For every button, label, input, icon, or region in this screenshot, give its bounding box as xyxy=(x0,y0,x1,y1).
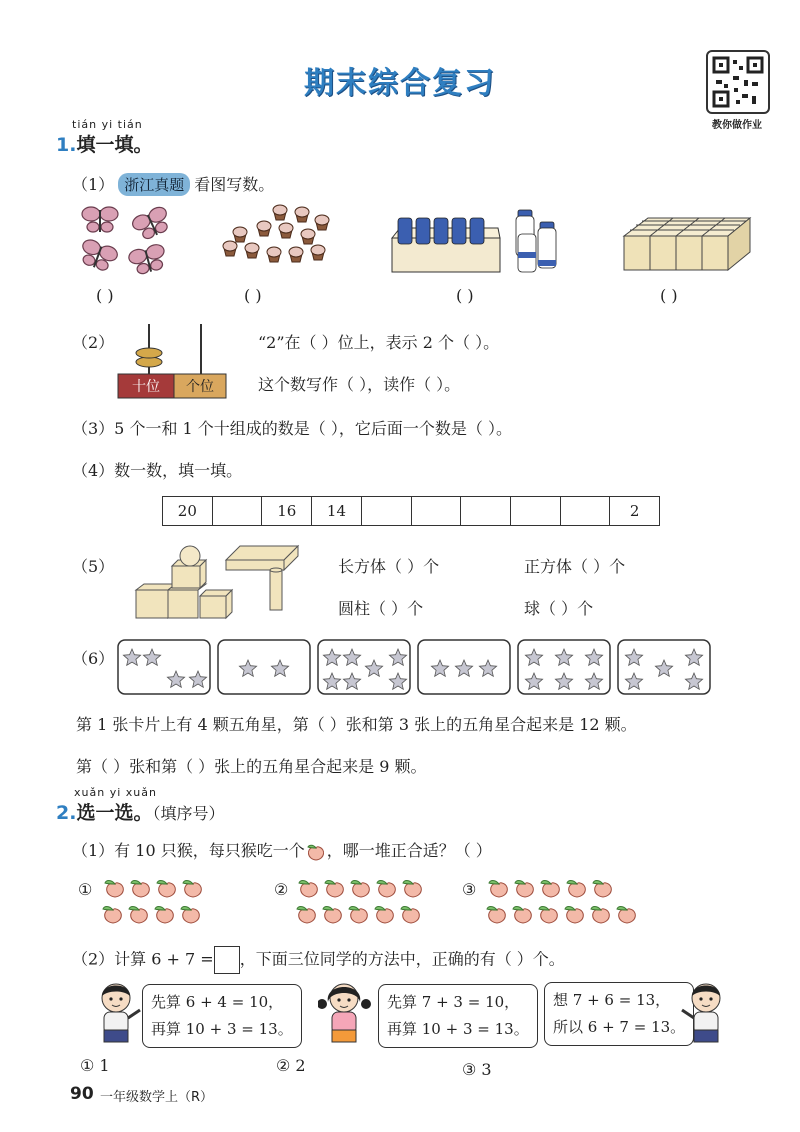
bubble3-line2: 所以 6 + 7 = 13。 xyxy=(553,1018,686,1036)
page-number: 90 xyxy=(70,1084,94,1104)
peach-icon xyxy=(323,907,341,924)
book-title: 一年级数学上（R） xyxy=(100,1090,214,1105)
peach-icon xyxy=(157,881,175,898)
girl-figure xyxy=(318,980,372,1044)
sequence-cell[interactable]: 16 xyxy=(262,497,312,525)
sequence-cell[interactable] xyxy=(362,497,412,525)
peach-icon xyxy=(591,907,609,924)
option-3-mark[interactable]: ③ xyxy=(462,880,477,899)
option-2-mark[interactable]: ② xyxy=(274,880,289,899)
peach-icon xyxy=(129,907,147,924)
q1-6-line1: 第 1 张卡片上有 4 颗五角星，第（ ）张和第 3 张上的五角星合起来是 12 颗。 xyxy=(76,715,637,734)
peach-icon xyxy=(565,907,583,924)
sequence-cell[interactable] xyxy=(461,497,511,525)
abacus-ones-label: 个位 xyxy=(186,379,214,395)
option-1-mark[interactable]: ① xyxy=(78,880,93,899)
solid-shapes-image xyxy=(132,544,314,620)
bubble2-line1: 先算 7 + 3 = 10， xyxy=(387,993,520,1011)
peach-icon xyxy=(617,907,635,924)
q2-2-option-3[interactable]: ③ 3 xyxy=(462,1060,492,1079)
q1-2-line2: 这个数写作（ ），读作（ ）。 xyxy=(258,375,461,394)
q1-5-sphere: 球（ ）个 xyxy=(524,599,594,618)
peach-icon xyxy=(131,881,149,898)
peach-piles xyxy=(0,872,800,932)
star-card xyxy=(118,640,210,694)
q2-2-text xyxy=(72,946,565,974)
q1-5-cube: 正方体（ ）个 xyxy=(524,557,626,576)
peach-icon xyxy=(155,907,173,924)
sequence-cell[interactable] xyxy=(213,497,263,525)
qr-caption: 教你做作业 xyxy=(712,120,762,131)
section2-subtitle: （填序号） xyxy=(152,804,225,823)
milk-bottles-image xyxy=(390,208,572,274)
q1-5-cylinder: 圆柱（ ）个 xyxy=(338,599,424,618)
q1-1-label: （1） xyxy=(72,175,115,194)
peach-icon xyxy=(297,907,315,924)
q1-2-label: （2） xyxy=(72,333,115,352)
boy2-figure xyxy=(676,980,730,1044)
q1-6-label: （6） xyxy=(72,649,115,668)
sequence-cell[interactable]: 14 xyxy=(312,497,362,525)
sequence-cell[interactable] xyxy=(412,497,462,525)
peach-icon xyxy=(183,881,201,898)
bubble1-line2: 再算 10 + 3 = 13。 xyxy=(151,1020,293,1038)
peach-icon xyxy=(325,881,343,898)
q1-5-cuboid: 长方体（ ）个 xyxy=(338,557,440,576)
section1-title: 填一填。 xyxy=(76,134,153,156)
star-card xyxy=(218,640,310,694)
boy-figure xyxy=(94,980,146,1044)
q1-6-line2: 第（ ）张和第（ ）张上的五角星合起来是 9 颗。 xyxy=(76,757,427,776)
section1-heading xyxy=(56,130,152,157)
peach-icon xyxy=(349,907,367,924)
q1-5-label: （5） xyxy=(72,557,115,576)
qr-code-icon xyxy=(708,52,768,112)
peach-icon xyxy=(181,907,199,924)
answer-blank-butterflies[interactable]: ( ) xyxy=(96,286,114,305)
answer-blank-cupcakes[interactable]: ( ) xyxy=(244,286,262,305)
q2-1-text-b: ，哪一堆正合适？（ ） xyxy=(326,841,492,860)
zhejiang-tag: 浙江真题 xyxy=(118,173,190,196)
section2-pinyin: xuǎn yi xuǎn xyxy=(74,786,157,799)
cube-block-image xyxy=(620,214,754,272)
sequence-cell[interactable] xyxy=(561,497,611,525)
qr-code[interactable] xyxy=(706,50,770,114)
abacus-tens-label: 十位 xyxy=(132,379,160,395)
peach-icon xyxy=(513,907,531,924)
section2-title: 选一选。 xyxy=(76,802,153,824)
peach-icon xyxy=(539,907,557,924)
q2-1-text-a: （1）有 10 只猴，每只猴吃一个 xyxy=(72,841,305,860)
sequence-cell[interactable]: 2 xyxy=(629,502,640,520)
answer-blank-cubes[interactable]: ( ) xyxy=(660,286,678,305)
bubble3-line1: 想 7 + 6 = 13， xyxy=(553,991,671,1009)
answer-box[interactable] xyxy=(214,946,240,974)
answer-blank-milk[interactable]: ( ) xyxy=(456,286,474,305)
peach-icon xyxy=(377,881,395,898)
q1-2-line1: “2”在（ ）位上，表示 2 个（ ）。 xyxy=(258,333,500,352)
q2-2-option-2[interactable]: ② 2 xyxy=(276,1056,306,1075)
cupcakes-image xyxy=(218,202,332,276)
sequence-cell[interactable]: 20 xyxy=(163,497,213,525)
q1-1-prompt xyxy=(72,172,274,196)
star-cards xyxy=(116,638,716,696)
section1-number: 1. xyxy=(56,134,77,156)
peach-icon xyxy=(305,843,327,861)
peach-icon xyxy=(567,881,585,898)
bubble1-line1: 先算 6 + 4 = 10， xyxy=(151,993,284,1011)
section1-pinyin: tián yi tián xyxy=(72,118,143,131)
peach-icon xyxy=(593,881,611,898)
q2-2-text-a: （2）计算 6 + 7 = xyxy=(72,949,214,969)
peach-icon xyxy=(299,881,317,898)
peach-icon xyxy=(351,881,369,898)
sequence-cell[interactable] xyxy=(511,497,561,525)
peach-icon xyxy=(403,881,421,898)
peach-icon xyxy=(401,907,419,924)
peach-icon xyxy=(375,907,393,924)
peach-icon xyxy=(515,881,533,898)
peach-icon xyxy=(541,881,559,898)
page-title: 期末综合复习 xyxy=(304,66,496,101)
speech-bubble-1 xyxy=(142,984,302,1048)
q2-2-text-b: ，下面三位同学的方法中，正确的有（ ）个。 xyxy=(239,949,565,969)
peach-icon xyxy=(489,881,507,898)
q1-4-text: （4）数一数，填一填。 xyxy=(72,461,243,480)
butterflies-image xyxy=(76,202,180,278)
q1-1-text: 看图写数。 xyxy=(194,175,275,194)
number-sequence-row xyxy=(162,496,660,526)
peach-icon xyxy=(487,907,505,924)
bubble2-line2: 再算 10 + 3 = 13。 xyxy=(387,1020,529,1038)
speech-bubble-2 xyxy=(378,984,538,1048)
section2-number: 2. xyxy=(56,802,77,824)
q1-3-text: （3）5 个一和 1 个十组成的数是（ ），它后面一个数是（ ）。 xyxy=(72,419,512,438)
speech-bubble-3 xyxy=(544,982,694,1046)
q2-2-option-1[interactable]: ① 1 xyxy=(80,1056,110,1075)
q2-1-text xyxy=(72,838,492,861)
peach-icon xyxy=(105,881,123,898)
peach-icon xyxy=(103,907,121,924)
section2-heading xyxy=(56,798,224,825)
